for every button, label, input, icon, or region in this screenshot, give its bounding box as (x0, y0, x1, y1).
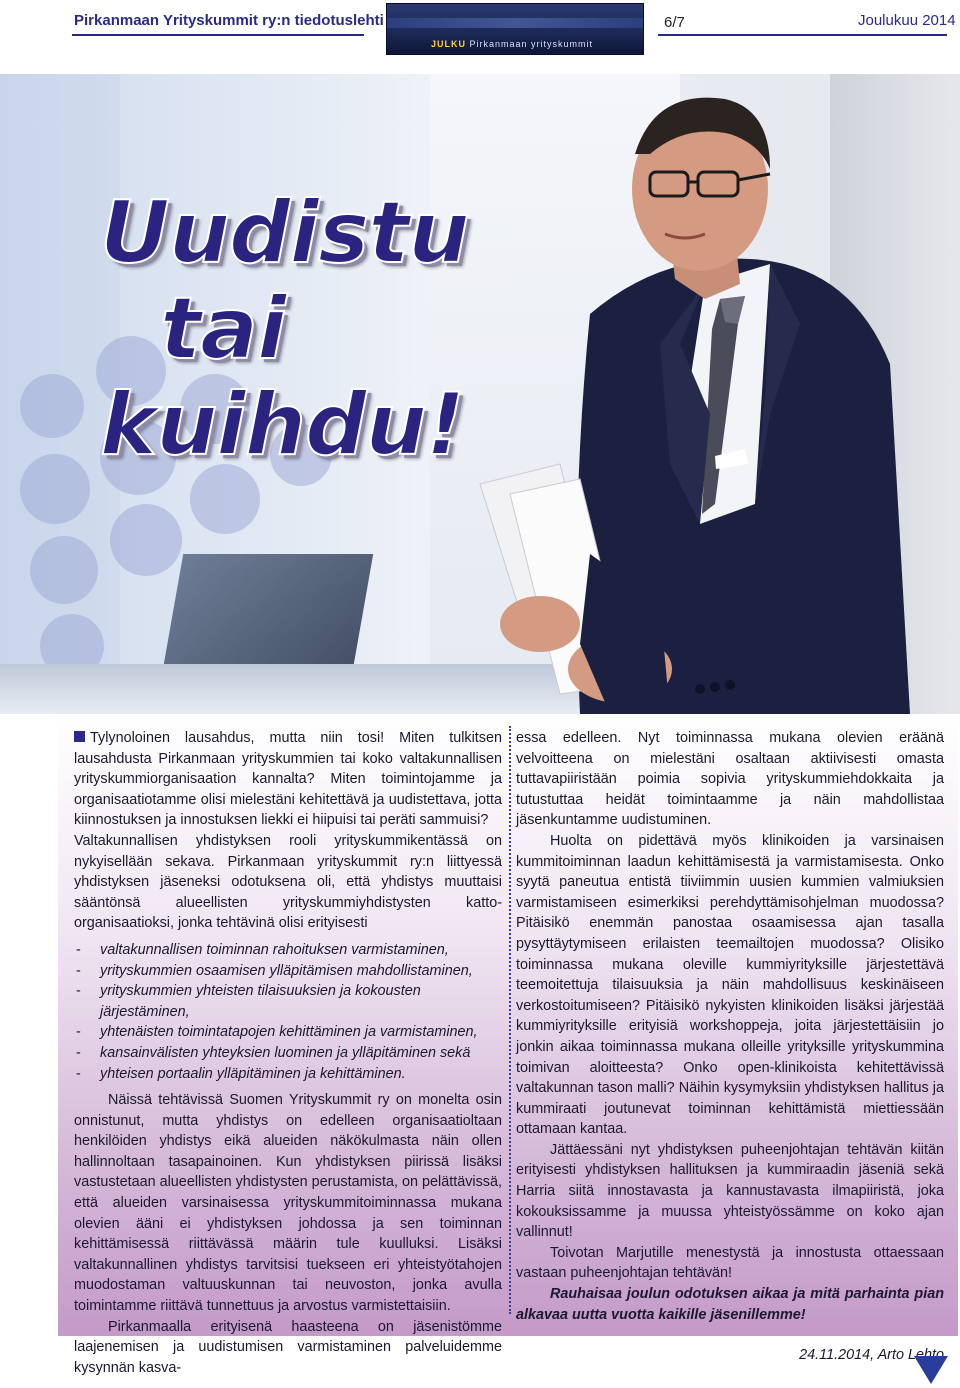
list-item: - valtakunnallisen toiminnan rahoituksen varmistaminen, (74, 940, 502, 961)
article-column-right (516, 728, 944, 1366)
paragraph (74, 728, 502, 831)
column-divider (509, 726, 511, 1314)
publication-name: Pirkanmaan Yrityskummit ry:n tiedotuslehti (74, 12, 384, 29)
list-item: - yrityskummien osaamisen ylläpitämisen mahdollistaminen, (74, 961, 502, 982)
header-banner (386, 3, 644, 55)
headline (100, 185, 469, 473)
headline-line-3: kuihdu! (100, 375, 465, 475)
banner-sub: Pirkanmaan yrityskummit (469, 39, 594, 49)
paragraph: Valtakunnallisen yhdistyksen rooli yrityskummikentässä on nykyisellään sekava. Pirkanmaan yrityskummit ry:n liittyessä yhdistyksen jäseneksi odotuksena oli, että yhdistys muuttaisi sääntönsä alueellisten yrityskummiyhdistysten katto-organisaatioksi, jonka tehtävinä olisi erityisesti (74, 832, 502, 932)
lead-text: Tylynoloinen lausahdus, mutta niin tosi! Miten tulkitsen lausahdusta Pirkanmaan yrityskummien tai koko valtakunnallisen yrityskummiorganisaation kannalta? Miten toimintojamme ja organisaatiotamme olisi mielestäni kehitettävä ja uudistettava, jotta kiinnostuksen ja innostuksen liekki ei hiipuisi tai peräti sammuisi? (74, 730, 502, 829)
decor-circle (20, 454, 90, 524)
speaker-figure (470, 84, 930, 714)
duties-list (74, 940, 502, 1084)
list-item: - yhtenäisten toimintatapojen kehittäminen ja varmistaminen, (74, 1022, 502, 1043)
paragraph: Näissä tehtävissä Suomen Yrityskummit ry on monelta osin onnistunut, mutta yhdistys on edelleen organisaatioltaan henkilöiden yhdistys eikä alueiden näkökulmasta näin ollen hallinnoltaan tasapainoinen. Kun yhdistyksen piirissä lisäksi vastustetaan alueellisten yhdistysten perustamista, on pelättävissä, että alueiden varsinaisessa yrityskummitoiminnassa mukana olevien ääni ei yhdistyksen johdossa ja sen toiminnan kehittämisessä riittävässä määrin tule kuulluksi. Lisäksi valtakunnallinen yhdistys tarvitsisi tuekseen eri yhteistyötahojen muodostaman valtuuskunnan tai neuvoston, jonka avulla toimintamme riittävä tunnettuus ja arvostus varmistettaisiin. (74, 1092, 502, 1315)
list-item: - kansainvälisten yhteyksien luominen ja ylläpitäminen sekä (74, 1043, 502, 1064)
paragraph: Huolta on pidettävä myös klinikoiden ja varsinaisen kummitoiminnan laadun kehittämisestä ja varmistamisesta. Onko syytä paneutua entistä tiiviimmin uusien kummien valmiuksien varmistamiseen esimerkiksi perehdyttämisohjelman muodossa? Pitäisikö enemmän panostaa osaamisessa ajan tasalla pysyttäytymiseen erilaisten teemailtojen muodossa? Olisiko toiminnassa mukana oleville kummiyrityksille järjestettävä teemoitettuja tilaisuuksia ja näin mahdollisuus keskinäiseen verkostoitumiseen? Pitäisikö nykyisten klinikoiden lisäksi järjestää kummiyrityksille erityisiä workshoppeja, joita järjestettäisiin jo jonkin aikaa toiminnassa mukana olleille yrityksille yrityskummina toimivan aloitteesta? Onko open-klinikoista kehitettävissä valtakunnan tason malli? Näihin kysymyksiin yhdistyksen hallitus ja kummiraati joutunevat toiminnan kehittämistä miettiessään ottamaan kantaa. (516, 832, 944, 1138)
banner-brand: JULKU (431, 39, 467, 49)
decor-circle (20, 374, 84, 438)
header-rule-left (72, 34, 364, 36)
page-number: 6/7 (664, 14, 685, 31)
paragraph: Jättäessäni nyt yhdistyksen puheenjohtajan tehtävän kiitän erityisesti yhdistyksen hallituksen ja kummiraadin jäseniä sekä Harria siitä innostavasta ja kannustavasta ilmapiiristä, joka kokouksissamme ja muussa yhteistyössämme on koko ajan vallinnut! (516, 1141, 944, 1241)
list-item: - yrityskummien yhteisten tilaisuuksien ja kokousten järjestäminen, (74, 981, 502, 1022)
paragraph: essa edelleen. Nyt toiminnassa mukana olevien eräänä velvoitteena on mielestäni osaltaan aktiivisesti omasta tuttavapiiristään poimia sopivia yrityskummiehdokkaita ja tutustuttaa heidät toimintaamme ja näin mahdollistaa jäsenkuntamme uudistuminen. (516, 730, 944, 829)
closing-greeting: Rauhaisaa joulun odotuksen aikaa ja mitä parhainta pian alkavaa uutta vuotta kaikille jäsenillemme! (516, 1286, 944, 1323)
banner-stripe (387, 18, 643, 28)
signoff: 24.11.2014, Arto Lehto (799, 1347, 944, 1364)
article-column-left (74, 728, 502, 1378)
article-body (58, 714, 958, 1376)
headline-line-1: Uudistu (100, 183, 469, 283)
paragraph: Toivotan Marjutille menestystä ja innostusta ottaessaan vastaan puheenjohtajan tehtävän! (516, 1244, 944, 1282)
banner-text (431, 39, 593, 49)
decor-circle (110, 504, 182, 576)
paragraph: Pirkanmaalla erityisenä haasteena on jäsenistömme laajenemisen ja uudistumisen varmistaminen palveluidemme kysynnän kasva- (74, 1318, 502, 1376)
next-page-triangle-icon (914, 1356, 948, 1384)
list-item: - yhteisen portaalin ylläpitäminen ja kehittäminen. (74, 1064, 502, 1085)
issue-date: Joulukuu 2014 (858, 12, 956, 29)
lead-square-icon (74, 731, 85, 742)
decor-circle (30, 536, 98, 604)
headline-line-2: tai (160, 279, 286, 379)
header-rule-right (658, 34, 947, 36)
